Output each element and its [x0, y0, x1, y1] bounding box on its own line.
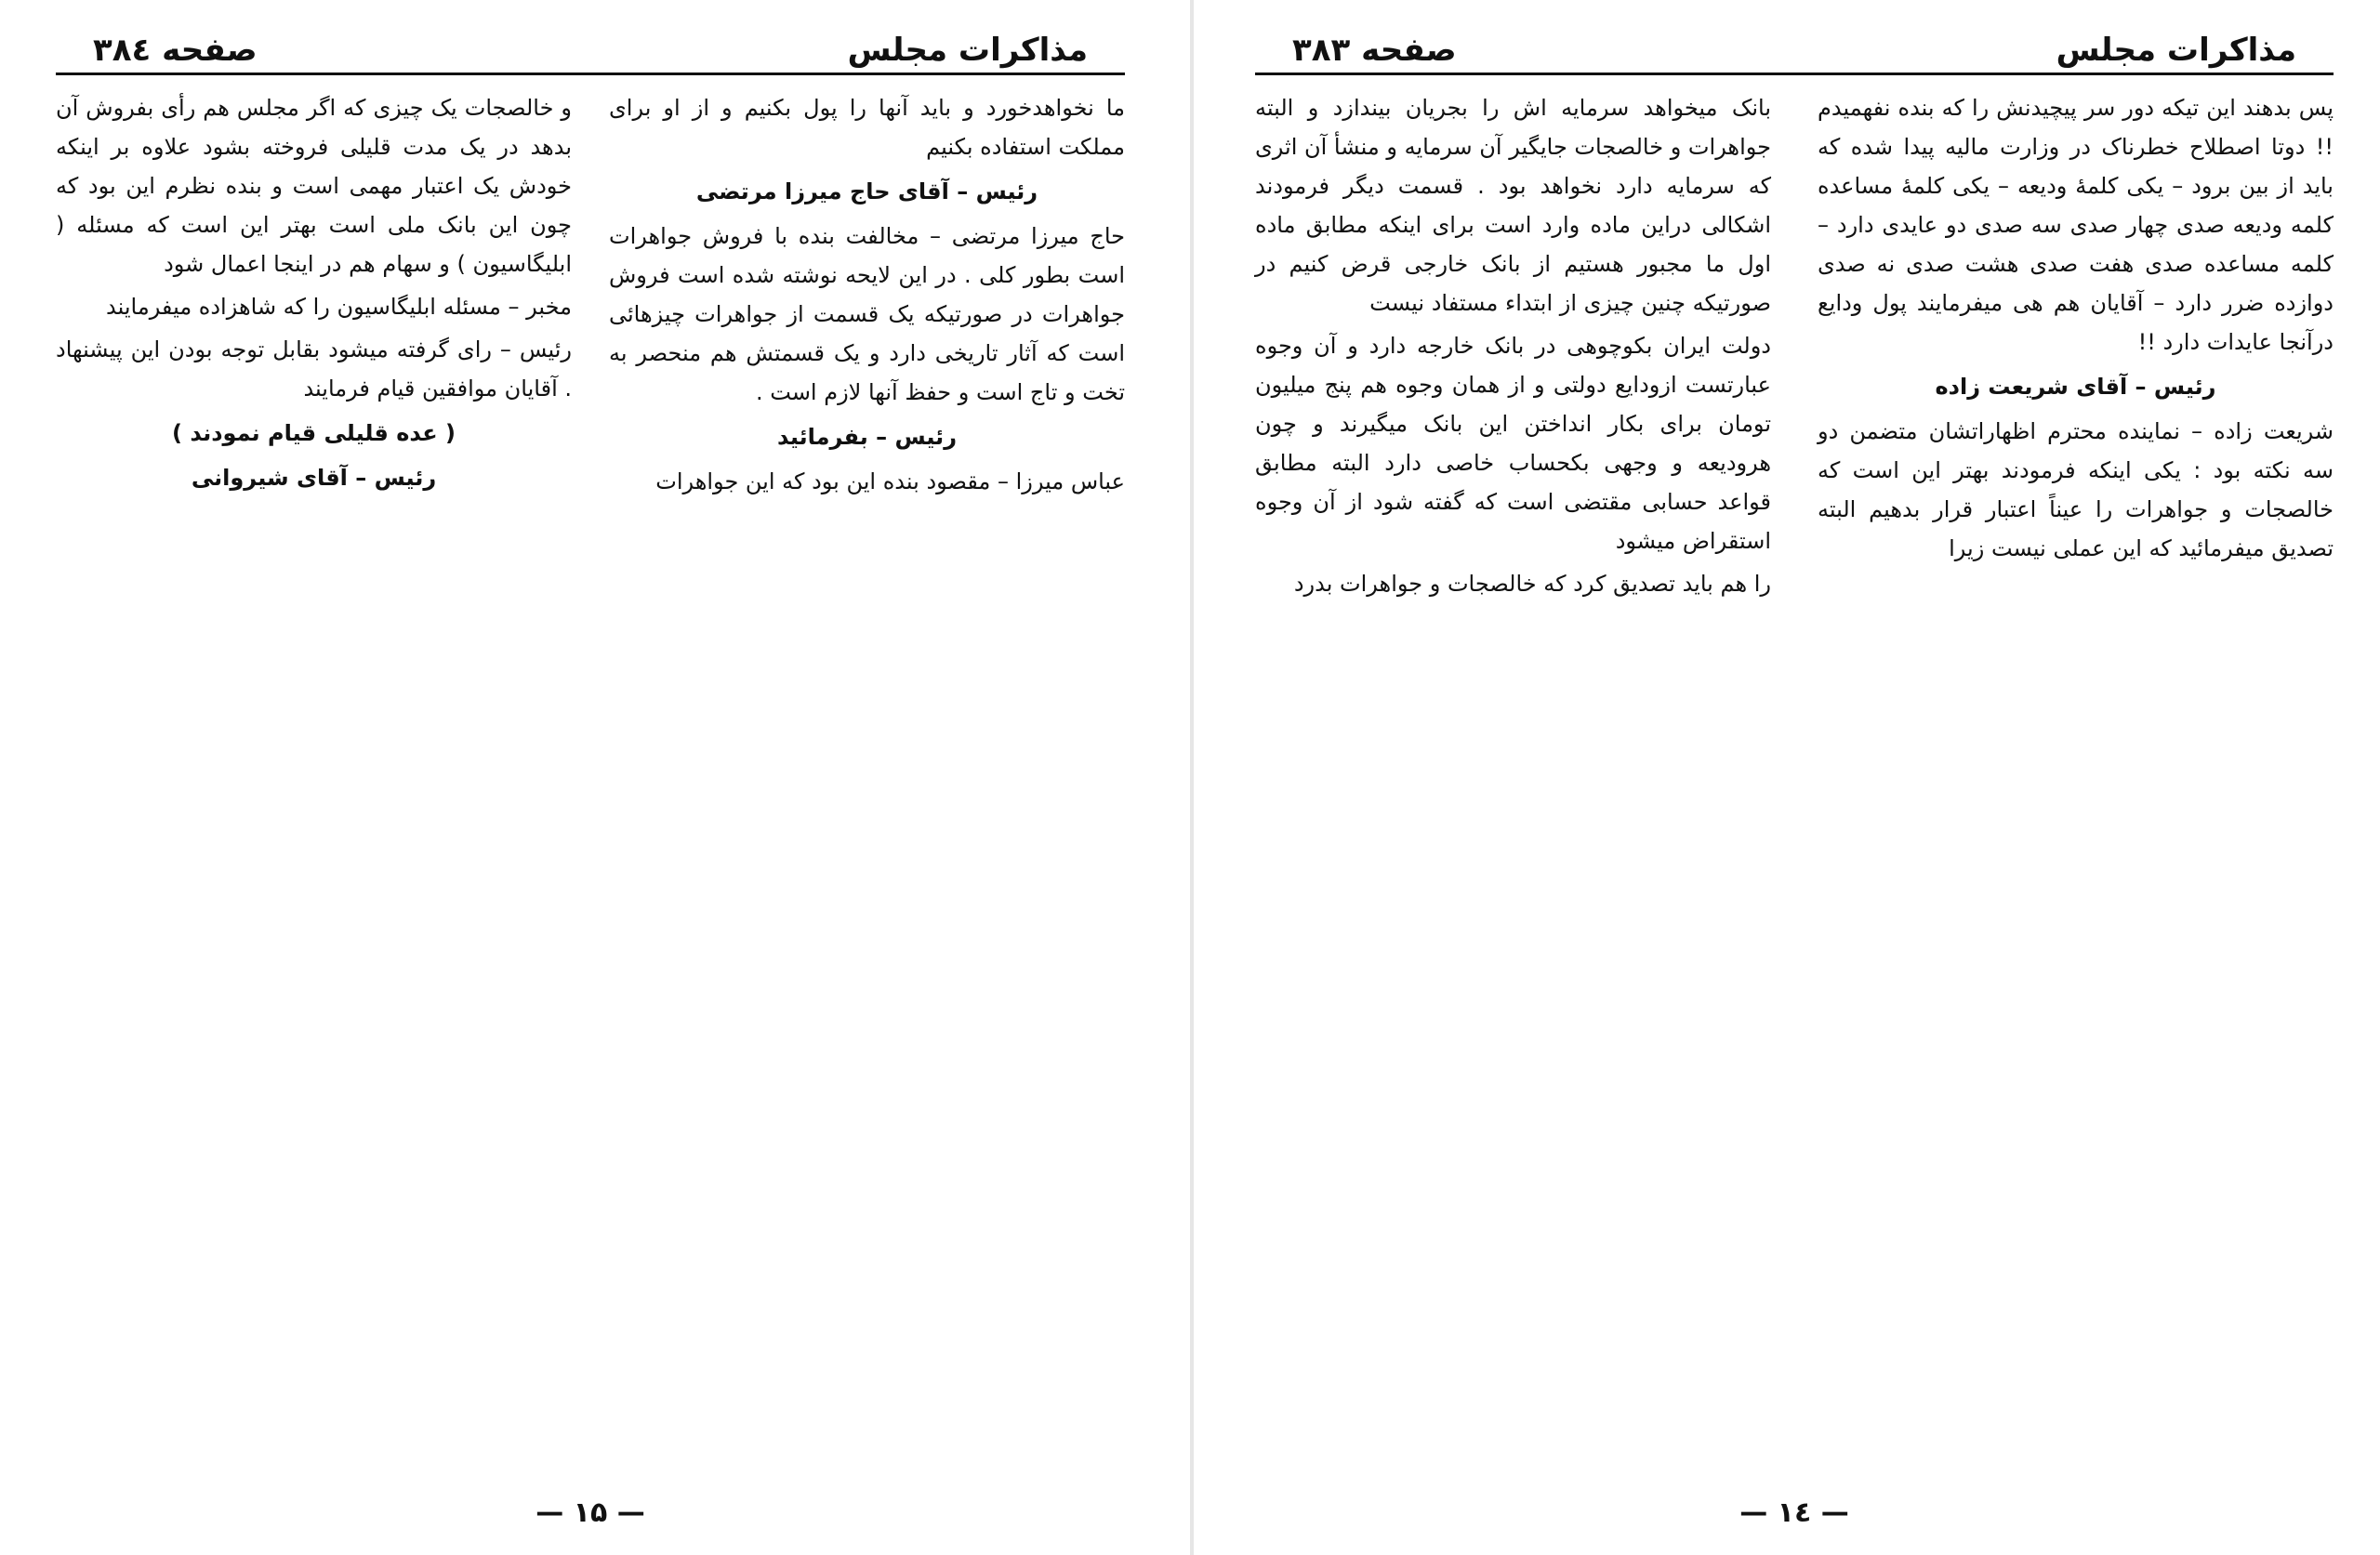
paragraph: مخبر – مسئله ابلیگاسیون را که شاهزاده میفرمایند: [106, 294, 572, 320]
right-page: [1255, 0, 2334, 1555]
folio-number: — ۱٤ —: [1739, 1496, 1849, 1529]
page-title: مذاکرات مجلس: [2056, 32, 2296, 69]
paragraph: پس بدهند این تیکه دور سر پیچیدنش را که بنده نفهمیدم !! دوتا اصطلاح خطرناک در وزارت مالیه پیدا شده که باید از بین برود – یکی کلمهٔ ودیعه – یکی کلمهٔ مساعده کلمه ودیعه صدی چهار صدی سه صدی دو عایدی دارد – کلمه مساعده صدی هفت صدی هشت صدی نه صدی دوازده ضرر دارد – آقایان هم هی میفرمایند پول ودایع درآنجا عایدات دارد !!: [1818, 95, 2334, 355]
text-column-right: [1818, 88, 2334, 1481]
speaker-line: رئیس – آقای حاج میرزا مرتضی: [695, 178, 1038, 204]
page-title: مذاکرات مجلس: [847, 32, 1088, 69]
paragraph: دولت ایران بکوچوهی در بانک خارجه دارد و آن وجوه عبارتست ازودایع دولتی و از همان وجوه هم پنج میلیون تومان برای بکار انداختن این بانک میگیرند و چون هرودیعه و وجهی بکحساب خاصی دارد البته مطابق قواعد حسابی مقتضی است که گفته شود از آن وجوه استقراض میشود: [1255, 333, 1771, 554]
speaker-line: رئیس – آقای شریعت زاده: [1935, 374, 2216, 400]
paragraph: و خالصجات یک چیزی که اگر مجلس هم رأی بفروش آن بدهد در یک مدت قلیلی فروخته بشود علاوه بر اینکه خودش یک اعتبار مهمی است و بنده نظرم این بود که چون این بانک ملی است بهتر این است که مسئله ( ابلیگاسیون ) و سهام هم در اینجا اعمال شود: [56, 95, 572, 277]
paragraph: عباس میرزا – مقصود بنده این بود که این جواهرات: [655, 468, 1125, 494]
paragraph: بانک میخواهد سرمایه اش را بجریان بیندازد و البته جواهرات و خالصجات جایگیر آن سرمایه و منشأ آن اثری که سرمایه دارد نخواهد بود . قسمت دیگر فرمودند اشکالی دراین ماده وارد است برای اینکه مطابق ماده اول ما مجبور هستیم از بانک خارجی قرض کنیم در صورتیکه چنین چیزی از ابتداء مستفاد نیست: [1255, 95, 1771, 316]
page-number: صفحه ۳۸۳: [1292, 32, 1457, 69]
folio-number: — ۱۵ —: [536, 1496, 645, 1529]
page-header: [1255, 28, 2334, 75]
book-gutter: [1190, 0, 1194, 1555]
paragraph: حاج میرزا مرتضی – مخالفت بنده با فروش جواهرات است بطور کلی . در این لایحه نوشته شده است فروش جواهرات در صورتیکه یک قسمت از جواهرات چیزهائی است که آثار تاریخی دارد و یک قسمتش هم منحصر به تخت و تاج است و حفظ آنها لازم است .: [609, 223, 1125, 405]
paragraph: ما نخواهدخورد و باید آنها را پول بکنیم و از او برای مملکت استفاده بکنیم: [609, 95, 1125, 160]
paragraph: شریعت زاده – نماینده محترم اظهاراتشان متضمن دو سه نکته بود : یکی اینکه فرمودند بهتر این است که خالصجات و جواهرات را عیناً اعتبار قرار بدهیم البته تصدیق میفرمائید که این عملی نیست زیرا: [1818, 418, 2334, 561]
text-columns: [1255, 88, 2334, 1481]
text-column-left: [1255, 88, 1771, 1481]
text-column-right: [609, 88, 1125, 1481]
speaker-line: ( عده قلیلی قیام نمودند ): [172, 420, 456, 446]
text-columns: [56, 88, 1125, 1481]
page-header: [56, 28, 1125, 75]
left-page: [56, 0, 1125, 1555]
paragraph: را هم باید تصدیق کرد که خالصجات و جواهرات بدرد: [1293, 571, 1771, 597]
speaker-line: رئیس – آقای شیروانی: [191, 465, 437, 491]
paragraph: رئیس – رای گرفته میشود بقابل توجه بودن این پیشنهاد . آقایان موافقین قیام فرمایند: [56, 336, 572, 402]
page-number: صفحه ۳۸٤: [93, 32, 258, 69]
speaker-line: رئیس – بفرمائید: [776, 424, 958, 450]
text-column-left: [56, 88, 572, 1481]
